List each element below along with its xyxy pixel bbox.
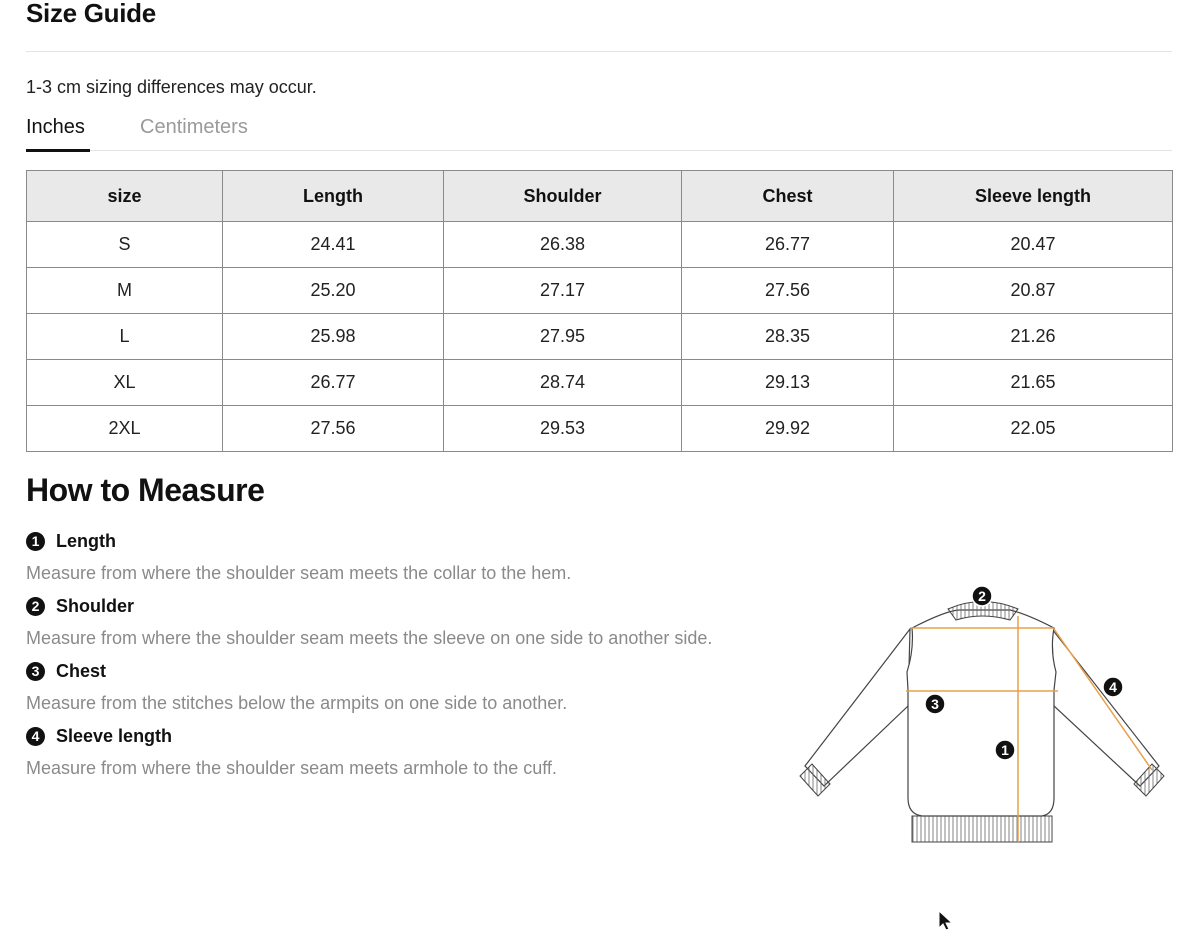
step-description: Measure from the stitches below the armpits on one side to another. <box>26 693 568 713</box>
size-table <box>26 170 1173 452</box>
tab-centimeters[interactable]: Centimeters <box>140 116 248 138</box>
tabs-divider <box>26 150 1172 151</box>
marker-1 <box>995 740 1015 760</box>
cell-chest: 26.77 <box>682 222 894 268</box>
sweater-outline <box>805 610 1159 816</box>
column-header-length: Length <box>223 171 444 222</box>
cell-chest: 28.35 <box>682 314 894 360</box>
divider <box>26 51 1172 52</box>
cell-size: XL <box>27 360 223 406</box>
cell-length: 26.77 <box>223 360 444 406</box>
step-description: Measure from where the shoulder seam meets the sleeve on one side to another side. <box>26 628 713 648</box>
step-number-badge: 1 <box>26 532 45 551</box>
cell-shoulder: 26.38 <box>444 222 682 268</box>
step-label: Sleeve length <box>56 725 173 746</box>
marker-4 <box>1103 677 1123 697</box>
marker-2 <box>972 586 992 606</box>
cell-size: M <box>27 268 223 314</box>
table-row <box>27 406 1173 452</box>
cell-length: 25.20 <box>223 268 444 314</box>
column-header-chest: Chest <box>682 171 894 222</box>
sweater-measurement-diagram <box>772 580 1172 850</box>
step-length <box>26 528 786 584</box>
cell-shoulder: 29.53 <box>444 406 682 452</box>
cell-length: 25.98 <box>223 314 444 360</box>
mouse-cursor-icon <box>938 910 954 931</box>
cell-sleeve-length: 21.26 <box>894 314 1173 360</box>
svg-text:4: 4 <box>1109 679 1117 695</box>
column-header-shoulder: Shoulder <box>444 171 682 222</box>
cell-shoulder: 28.74 <box>444 360 682 406</box>
step-number-badge: 3 <box>26 662 45 681</box>
cell-sleeve-length: 20.47 <box>894 222 1173 268</box>
step-label: Chest <box>56 660 107 681</box>
marker-3 <box>925 694 945 714</box>
active-tab-indicator <box>26 149 90 152</box>
cell-chest: 29.92 <box>682 406 894 452</box>
cell-length: 27.56 <box>223 406 444 452</box>
table-row <box>27 222 1173 268</box>
hem-ribbing <box>912 816 1052 842</box>
cell-size: S <box>27 222 223 268</box>
cell-shoulder: 27.17 <box>444 268 682 314</box>
tab-inches[interactable]: Inches <box>26 116 85 138</box>
step-number-badge: 2 <box>26 597 45 616</box>
cell-sleeve-length: 20.87 <box>894 268 1173 314</box>
step-label: Length <box>56 530 116 551</box>
step-description: Measure from where the shoulder seam meets the collar to the hem. <box>26 563 572 583</box>
how-to-measure-heading: How to Measure <box>26 472 265 508</box>
unit-tabs <box>26 113 1172 153</box>
cell-length: 24.41 <box>223 222 444 268</box>
column-header-size: size <box>27 171 223 222</box>
step-number-badge: 4 <box>26 727 45 746</box>
table-row <box>27 314 1173 360</box>
svg-text:1: 1 <box>1001 742 1009 758</box>
sizing-note: 1-3 cm sizing differences may occur. <box>26 77 317 97</box>
svg-text:2: 2 <box>978 588 986 604</box>
cell-chest: 29.13 <box>682 360 894 406</box>
step-sleeve-length <box>26 723 786 779</box>
cell-size: 2XL <box>27 406 223 452</box>
column-header-sleeve-length: Sleeve length <box>894 171 1173 222</box>
svg-text:3: 3 <box>931 696 939 712</box>
cell-sleeve-length: 21.65 <box>894 360 1173 406</box>
cell-size: L <box>27 314 223 360</box>
table-row <box>27 268 1173 314</box>
cell-chest: 27.56 <box>682 268 894 314</box>
step-label: Shoulder <box>56 595 135 616</box>
cell-shoulder: 27.95 <box>444 314 682 360</box>
page-title: Size Guide <box>26 0 156 28</box>
step-description: Measure from where the shoulder seam meets armhole to the cuff. <box>26 758 557 778</box>
table-header-row <box>27 171 1173 222</box>
table-row <box>27 360 1173 406</box>
step-shoulder <box>26 593 786 649</box>
measurement-steps <box>26 528 786 788</box>
step-chest <box>26 658 786 714</box>
cell-sleeve-length: 22.05 <box>894 406 1173 452</box>
